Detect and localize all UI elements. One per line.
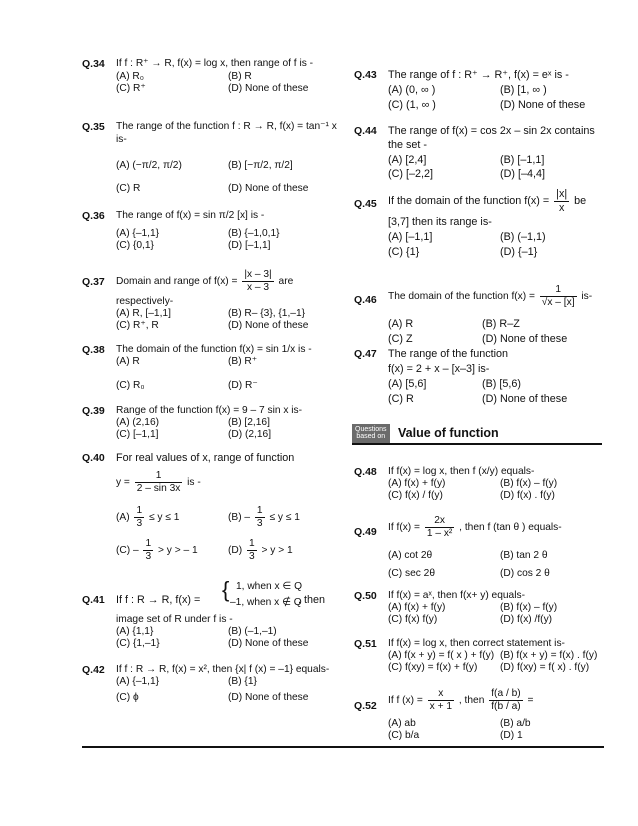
option-b: (B) R xyxy=(228,71,252,82)
option-d: (D) cos 2 θ xyxy=(500,568,550,579)
question-number: Q.36 xyxy=(82,210,105,222)
question-number: Q.41 xyxy=(82,594,105,606)
question-number: Q.42 xyxy=(82,664,105,676)
numerator: x xyxy=(428,688,454,701)
option-label: (D) xyxy=(228,545,243,557)
option-a: (A) {–1,1} xyxy=(116,676,160,687)
numerator: 1 xyxy=(143,538,153,551)
option-a: (A) {1,1} xyxy=(116,626,154,637)
question-number: Q.49 xyxy=(354,526,377,538)
question-number: Q.35 xyxy=(82,121,105,133)
option-c: (C) R xyxy=(388,393,414,405)
question-number: Q.45 xyxy=(354,198,377,210)
question-stem: The range of f : R⁺ → R⁺, f(x) = eˣ is - xyxy=(388,69,569,81)
option-b: (B) [2,16] xyxy=(228,417,270,428)
option-d: (D) None of these xyxy=(228,320,309,331)
option-a: (A) (0, ∞ ) xyxy=(388,84,436,96)
stem-text: Domain and range of f(x) = xyxy=(116,276,238,288)
question-number: Q.52 xyxy=(354,700,377,712)
option-text: > y > – 1 xyxy=(158,545,198,557)
option-c: (C) sec 2θ xyxy=(388,568,435,579)
option-b: (B) {1} xyxy=(228,676,257,687)
numerator: 2x xyxy=(425,515,454,528)
option-a: (A) R, [–1,1] xyxy=(116,308,171,319)
question-number: Q.44 xyxy=(354,125,377,137)
option-b: (B) (–1,1) xyxy=(500,231,546,243)
stem-text: = xyxy=(527,695,534,707)
stem-text: , then f (tan θ ) equals- xyxy=(459,522,562,534)
option-b: (B) [5,6) xyxy=(482,378,521,390)
option-d: (D) f(x) /f(y) xyxy=(500,614,553,625)
option-a: (A) f(x) + f(y) xyxy=(388,478,446,489)
option-b: (B) a/b xyxy=(500,718,531,729)
question-number: Q.40 xyxy=(82,452,105,464)
question-number: Q.48 xyxy=(354,466,377,478)
question-stem: The range of the function xyxy=(388,348,509,360)
badge-line: Questions xyxy=(355,426,387,433)
option-b: (B) f(x + y) = f(x) . f(y) xyxy=(500,650,598,661)
option-b: (B) {–1,0,1} xyxy=(228,228,280,239)
option-a: (A) ab xyxy=(388,718,416,729)
fraction xyxy=(247,538,257,563)
option-d: (D) {–1} xyxy=(500,246,538,258)
option-c: (C) ϕ xyxy=(116,692,139,703)
option-d: (D) None of these xyxy=(228,692,309,703)
fraction xyxy=(554,188,569,214)
option-b: (B) tan 2 θ xyxy=(500,550,548,561)
option-text: ≤ y ≤ 1 xyxy=(148,512,180,524)
eq-lhs: y = xyxy=(116,477,130,489)
option-b: (B) R⁺ xyxy=(228,356,258,367)
stem-text: are xyxy=(278,276,294,288)
stem-text: If f (x) = xyxy=(388,695,423,707)
question-stem-cont: image set of R under f is - xyxy=(116,614,233,625)
section-badge xyxy=(352,424,390,443)
option-c: (C) Z xyxy=(388,333,413,345)
question-stem: If f(x) = aˣ, then f(x+ y) equals- xyxy=(388,590,525,601)
option-a: (A) cot 2θ xyxy=(388,550,433,561)
question-stem: If f(x) = log x, then correct statement is- xyxy=(388,638,565,649)
question-stem-cont: the set - xyxy=(388,139,428,151)
numerator: 1 xyxy=(247,538,257,551)
question-number: Q.47 xyxy=(354,348,377,360)
option-c: (C) R xyxy=(116,183,141,194)
stem-text: be xyxy=(574,195,587,208)
denominator: 3 xyxy=(136,518,143,530)
option-a: (A) (−π/2, π/2) xyxy=(116,160,182,171)
question-stem: The range of the function f : R → R, f(x) = tan⁻¹ x xyxy=(116,121,337,132)
denominator: √x – [x] xyxy=(541,297,575,309)
question-stem: If f(x) = log x, then f (x/y) equals- xyxy=(388,466,535,477)
stem-text: The domain of the function f(x) = xyxy=(388,291,535,303)
question-number: Q.39 xyxy=(82,405,105,417)
option-a: (A) [–1,1] xyxy=(388,231,433,243)
denominator: 2 – sin 3x xyxy=(136,483,181,495)
piecewise-case-1: 1, when x ∈ Q xyxy=(236,581,303,592)
question-number: Q.38 xyxy=(82,344,105,356)
option-c: (C) {1,–1} xyxy=(116,638,160,649)
question-stem: If f : R → R, f(x) = x², then {x| f (x) = –1} equals- xyxy=(116,664,330,675)
stem-text: is- xyxy=(581,291,593,303)
denominator: 3 xyxy=(249,551,255,563)
piecewise-case-2: –1, when x ∉ Q xyxy=(230,597,302,608)
question-stem: The range of f(x) = cos 2x – sin 2x contains xyxy=(388,125,595,137)
option-b: (B) [−π/2, π/2] xyxy=(228,160,293,171)
option-c xyxy=(116,538,198,563)
option-a: (A) R xyxy=(388,318,414,330)
question-stem xyxy=(388,284,592,309)
denominator: 1 – x² xyxy=(426,528,453,540)
section-title: Value of function xyxy=(398,426,499,440)
denominator: x – 3 xyxy=(246,282,270,294)
option-c: (C) (1, ∞ ) xyxy=(388,99,436,111)
question-stem: The range of f(x) = sin π/2 [x] is - xyxy=(116,210,265,221)
fraction xyxy=(143,538,153,563)
question-number: Q.34 xyxy=(82,58,105,70)
option-c: (C) R₀ xyxy=(116,380,145,391)
option-b xyxy=(228,505,300,530)
option-label: (C) – xyxy=(116,545,139,557)
question-stem-cont: f(x) = 2 + x – [x–3] is- xyxy=(388,363,490,375)
option-d: (D) None of these xyxy=(500,99,586,111)
badge-line: based on xyxy=(356,433,386,441)
question-number: Q.37 xyxy=(82,276,105,288)
fraction xyxy=(242,269,273,294)
option-c: (C) R⁺, R xyxy=(116,320,159,331)
question-stem-cont: is- xyxy=(116,134,127,145)
denominator: f(b / a) xyxy=(491,701,521,713)
option-d xyxy=(228,538,293,563)
option-a: (A) [5,6] xyxy=(388,378,427,390)
numerator: f(a / b) xyxy=(489,688,522,701)
question-number: Q.51 xyxy=(354,638,377,650)
option-label: (A) xyxy=(116,512,130,524)
option-a: (A) f(x) + f(y) xyxy=(388,602,446,613)
option-b: (B) [–1,1] xyxy=(500,154,545,166)
question-stem: For real values of x, range of function xyxy=(116,452,295,464)
fraction xyxy=(134,505,144,530)
option-d: (D) 1 xyxy=(500,730,523,741)
option-c: (C) b/a xyxy=(388,730,420,741)
question-number: Q.50 xyxy=(354,590,377,602)
question-stem xyxy=(388,515,562,540)
piecewise-brace: { xyxy=(222,577,230,602)
stem-text: If f(x) = xyxy=(388,522,420,534)
numerator: 1 xyxy=(135,470,183,483)
denominator: x xyxy=(558,201,565,214)
option-d: (D) (2,16] xyxy=(228,429,272,440)
question-stem xyxy=(388,688,533,713)
option-d: (D) None of these xyxy=(228,183,309,194)
option-d: (D) R⁻ xyxy=(228,380,258,391)
option-text: > y > 1 xyxy=(261,545,293,557)
option-a: (A) (2,16) xyxy=(116,417,160,428)
option-c: (C) [–1,1] xyxy=(116,429,159,440)
option-d: (D) None of these xyxy=(228,83,309,94)
option-b: (B) R– {3}, {1,–1} xyxy=(228,308,306,319)
question-stem xyxy=(388,188,586,214)
option-c: (C) {0,1} xyxy=(116,240,154,251)
denominator: x + 1 xyxy=(429,701,453,713)
option-a: (A) {–1,1} xyxy=(116,228,160,239)
question-stem xyxy=(116,269,293,294)
option-text: ≤ y ≤ 1 xyxy=(269,512,300,524)
numerator: |x| xyxy=(556,188,568,200)
fraction xyxy=(255,505,265,530)
section-underline xyxy=(352,443,602,445)
denominator: 3 xyxy=(145,551,152,563)
option-a xyxy=(116,505,179,530)
option-d: (D) None of these xyxy=(228,638,309,649)
option-d: (D) None of these xyxy=(482,393,568,405)
option-a: (A) R₀ xyxy=(116,71,144,82)
option-c: (C) {1} xyxy=(388,246,420,258)
eq-rhs: is - xyxy=(187,477,201,489)
question-stem: Range of the function f(x) = 9 – 7 sin x is- xyxy=(116,405,303,416)
numerator: 1 xyxy=(134,505,144,518)
option-d: (D) None of these xyxy=(482,333,568,345)
fraction xyxy=(428,688,454,713)
equation xyxy=(116,470,201,495)
numerator: 1 xyxy=(540,284,577,297)
option-b: (B) f(x) – f(y) xyxy=(500,478,558,489)
option-a: (A) [2,4] xyxy=(388,154,427,166)
option-d: (D) [–1,1] xyxy=(228,240,271,251)
fraction xyxy=(489,688,522,713)
question-stem-cont: , then xyxy=(298,594,326,606)
option-d: (D) [–4,4] xyxy=(500,168,546,180)
option-b: (B) [1, ∞ ) xyxy=(500,84,547,96)
numerator: |x – 3| xyxy=(242,269,273,282)
question-number: Q.46 xyxy=(354,294,377,306)
option-d: (D) f(x) . f(y) xyxy=(500,490,555,501)
fraction xyxy=(135,470,183,495)
option-label: (B) – xyxy=(228,512,251,524)
denominator: 3 xyxy=(256,518,263,530)
question-stem: The domain of the function f(x) = sin 1/x is - xyxy=(116,344,312,355)
fraction xyxy=(425,515,454,540)
stem-text: , then xyxy=(458,695,485,707)
option-c: (C) R⁺ xyxy=(116,83,146,94)
numerator: 1 xyxy=(255,505,265,518)
option-b: (B) f(x) – f(y) xyxy=(500,602,558,613)
fraction xyxy=(540,284,577,309)
question-stem-cont: [3,7] then its range is- xyxy=(388,216,492,228)
option-b: (B) (–1,–1) xyxy=(228,626,277,637)
question-stem: If f : R⁺ → R, f(x) = log x, then range of f is - xyxy=(116,58,314,69)
option-c: (C) [–2,2] xyxy=(388,168,434,180)
footer-rule xyxy=(82,746,604,748)
question-stem-cont: respectively- xyxy=(116,296,174,307)
option-c: (C) f(x) f(y) xyxy=(388,614,438,625)
option-c: (C) f(xy) = f(x) + f(y) xyxy=(388,662,478,673)
option-c: (C) f(x) / f(y) xyxy=(388,490,443,501)
question-stem: If f : R → R, f(x) = xyxy=(116,594,201,606)
question-number: Q.43 xyxy=(354,69,377,81)
option-a: (A) f(x + y) = f( x ) + f(y) xyxy=(388,650,495,661)
stem-text: If the domain of the function f(x) = xyxy=(388,195,550,208)
option-b: (B) R–Z xyxy=(482,318,520,330)
option-a: (A) R xyxy=(116,356,140,367)
option-d: (D) f(xy) = f( x) . f(y) xyxy=(500,662,590,673)
